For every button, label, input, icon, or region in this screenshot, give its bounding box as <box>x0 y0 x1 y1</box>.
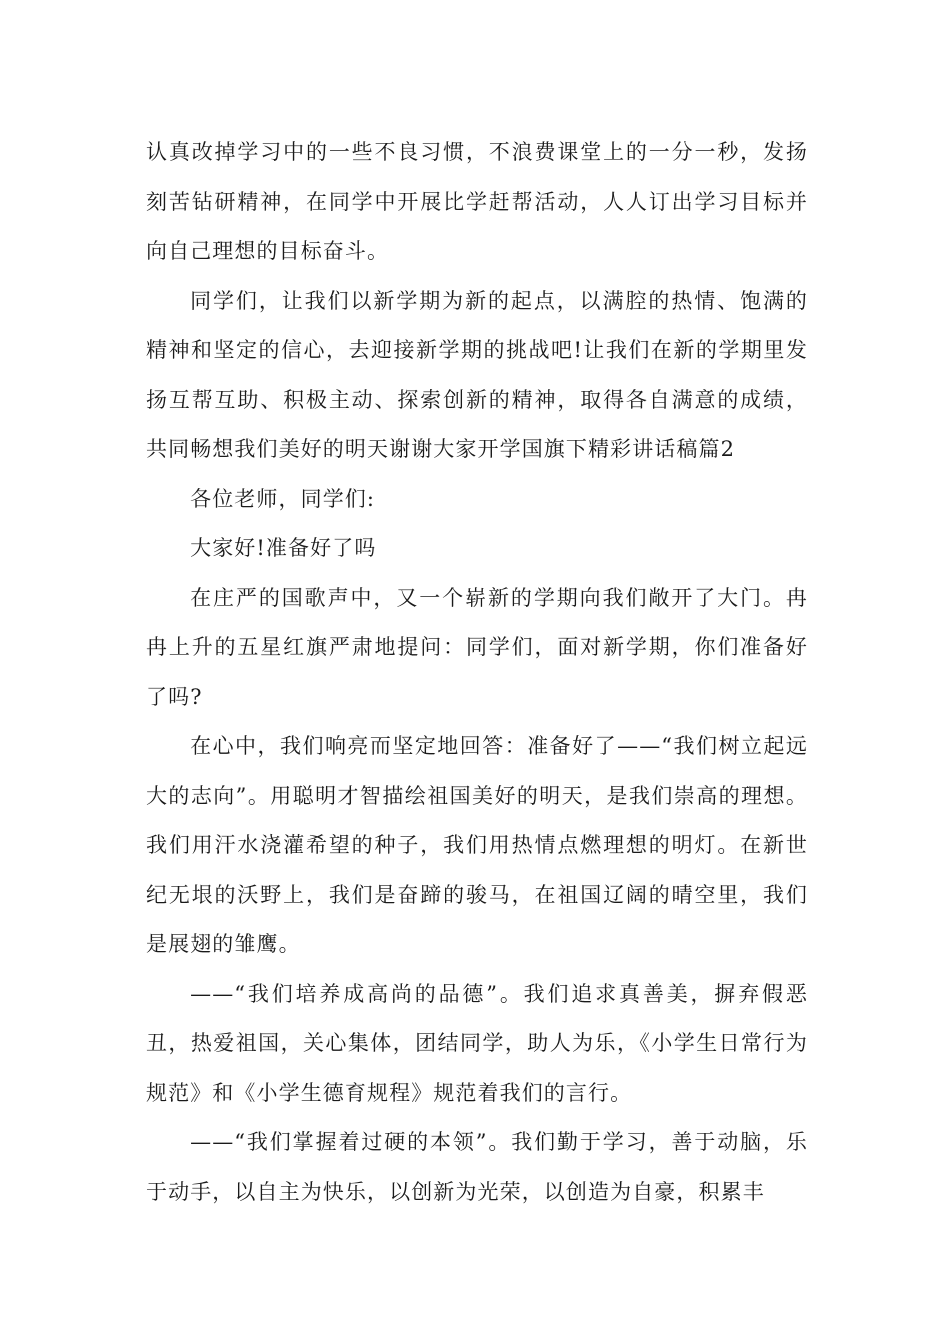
paragraph-5: 在庄严的国歌声中，又一个崭新的学期向我们敞开了大门。冉冉上升的五星红旗严肃地提问：同学们，面对新学期，你们准备好了吗? <box>146 585 808 709</box>
document-body <box>146 128 808 1217</box>
paragraph-1: 认真改掉学习中的一些不良习惯，不浪费课堂上的一分一秒，发扬刻苦钻研精神，在同学中开展比学赶帮活动，人人订出学习目标并向自己理想的目标奋斗。 <box>146 140 808 263</box>
paragraph-8: ——“我们掌握着过硬的本领”。我们勤于学习，善于动脑，乐于动手，以自主为快乐，以创新为光荣，以创造为自豪，积累丰 <box>146 1130 808 1204</box>
paragraph-4: 大家好!准备好了吗 <box>190 536 377 560</box>
paragraph-7: ——“我们培养成高尚的品德”。我们追求真善美，摒弃假恶丑，热爱祖国，关心集体，团结同学，助人为乐，《小学生日常行为规范》和《小学生德育规程》规范着我们的言行。 <box>146 981 808 1105</box>
paragraph-6: 在心中，我们响亮而坚定地回答：准备好了——“我们树立起远大的志向”。用聪明才智描绘祖国美好的明天，是我们崇高的理想。我们用汗水浇灌希望的种子，我们用热情点燃理想的明灯。在新世纪无垠的沃野上，我们是奋蹄的骏马，在祖国辽阔的晴空里，我们是展翅的雏鹰。 <box>146 734 808 956</box>
paragraph-2: 同学们，让我们以新学期为新的起点，以满腔的热情、饱满的精神和坚定的信心，去迎接新学期的挑战吧!让我们在新的学期里发扬互帮互助、积极主动、探索创新的精神，取得各自满意的成绩，共同畅想我们美好的明天谢谢大家开学国旗下精彩讲话稿篇2 <box>146 288 808 461</box>
paragraph-3: 各位老师，同学们: <box>190 486 376 511</box>
